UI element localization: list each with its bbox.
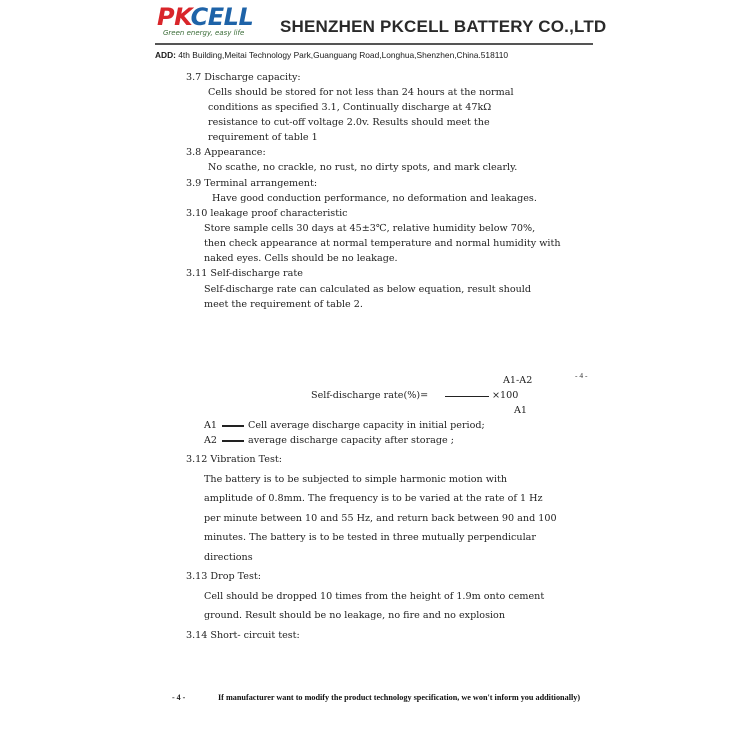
company-name: SHENZHEN PKCELL BATTERY CO.,LTD <box>280 17 607 36</box>
page-marker: - 4 - <box>575 371 588 380</box>
paragraph-line: directions <box>204 552 253 563</box>
paragraph-line: minutes. The battery is to be tested in three mutually perpendicular <box>204 532 536 543</box>
paragraph-line: The battery is to be subjected to simple harmonic motion with <box>204 474 508 485</box>
paragraph-line: Self-discharge rate can calculated as below equation, result should <box>204 284 531 295</box>
definition-text: Cell average discharge capacity in initial period; <box>248 420 485 431</box>
paragraph-line: naked eyes. Cells should be no leakage. <box>204 253 398 264</box>
section-heading-3-13: 3.13 Drop Test: <box>186 571 261 582</box>
section-heading-3-7: 3.7 Discharge capacity: <box>186 72 301 83</box>
company-logo <box>157 3 277 43</box>
paragraph-line: No scathe, no crackle, no rust, no dirty spots, and mark clearly. <box>208 162 518 173</box>
definition-symbol: A1 <box>204 420 218 431</box>
company-address <box>155 50 508 61</box>
paragraph-line: ground. Result should be no leakage, no fire and no explosion <box>204 610 506 621</box>
paragraph-line: Cells should be stored for not less than 24 hours at the normal <box>208 87 514 98</box>
section-heading-3-9: 3.9 Terminal arrangement: <box>186 178 318 189</box>
section-heading-3-8: 3.8 Appearance: <box>186 147 266 158</box>
formula-denominator: A1 <box>514 405 528 416</box>
paragraph-line: then check appearance at normal temperature and normal humidity with <box>204 238 561 249</box>
header-divider <box>155 43 593 45</box>
paragraph-line: meet the requirement of table 2. <box>204 299 363 310</box>
section-heading-3-10: 3.10 leakage proof characteristic <box>186 208 348 219</box>
formula-multiplier: ×100 <box>492 390 519 401</box>
paragraph-line: Store sample cells 30 days at 45±3℃, relative humidity below 70%, <box>204 223 536 234</box>
footer-page-number: - 4 - <box>172 693 186 702</box>
address-text: 4th Building,Meitai Technology Park,Guanguang Road,Longhua,Shenzhen,China.518110 <box>175 50 509 60</box>
formula-numerator: A1-A2 <box>503 375 533 386</box>
paragraph-line: amplitude of 0.8mm. The frequency is to be varied at the rate of 1 Hz <box>204 493 543 504</box>
paragraph-line: conditions as specified 3.1, Continually discharge at 47kΩ <box>208 102 492 113</box>
definition-dash <box>222 440 244 442</box>
address-label: ADD: <box>155 50 176 60</box>
definition-symbol: A2 <box>204 435 218 446</box>
section-heading-3-12: 3.12 Vibration Test: <box>186 454 282 465</box>
paragraph-line: requirement of table 1 <box>208 132 318 143</box>
formula-label: Self-discharge rate(%)= <box>311 390 429 401</box>
logo-wordmark-suffix: CELL <box>190 3 254 31</box>
logo-tagline: Green energy, easy life <box>163 29 245 37</box>
section-heading-3-11: 3.11 Self-discharge rate <box>186 268 303 279</box>
paragraph-line: resistance to cut-off voltage 2.0v. Results should meet the <box>208 117 490 128</box>
footer-disclaimer: If manufacturer want to modify the product technology specification, we won't inform you additionally) <box>218 693 581 702</box>
definition-text: average discharge capacity after storage ; <box>248 435 454 446</box>
paragraph-line: Have good conduction performance, no deformation and leakages. <box>212 193 537 204</box>
logo-wordmark-prefix: PK <box>157 3 191 31</box>
logo-wordmark <box>157 3 253 31</box>
paragraph-line: Cell should be dropped 10 times from the height of 1.9m onto cement <box>204 591 545 602</box>
fraction-bar <box>445 396 489 397</box>
paragraph-line: per minute between 10 and 55 Hz, and return back between 90 and 100 <box>204 513 557 524</box>
section-heading-3-14: 3.14 Short- circuit test: <box>186 630 300 641</box>
definition-dash <box>222 425 244 427</box>
